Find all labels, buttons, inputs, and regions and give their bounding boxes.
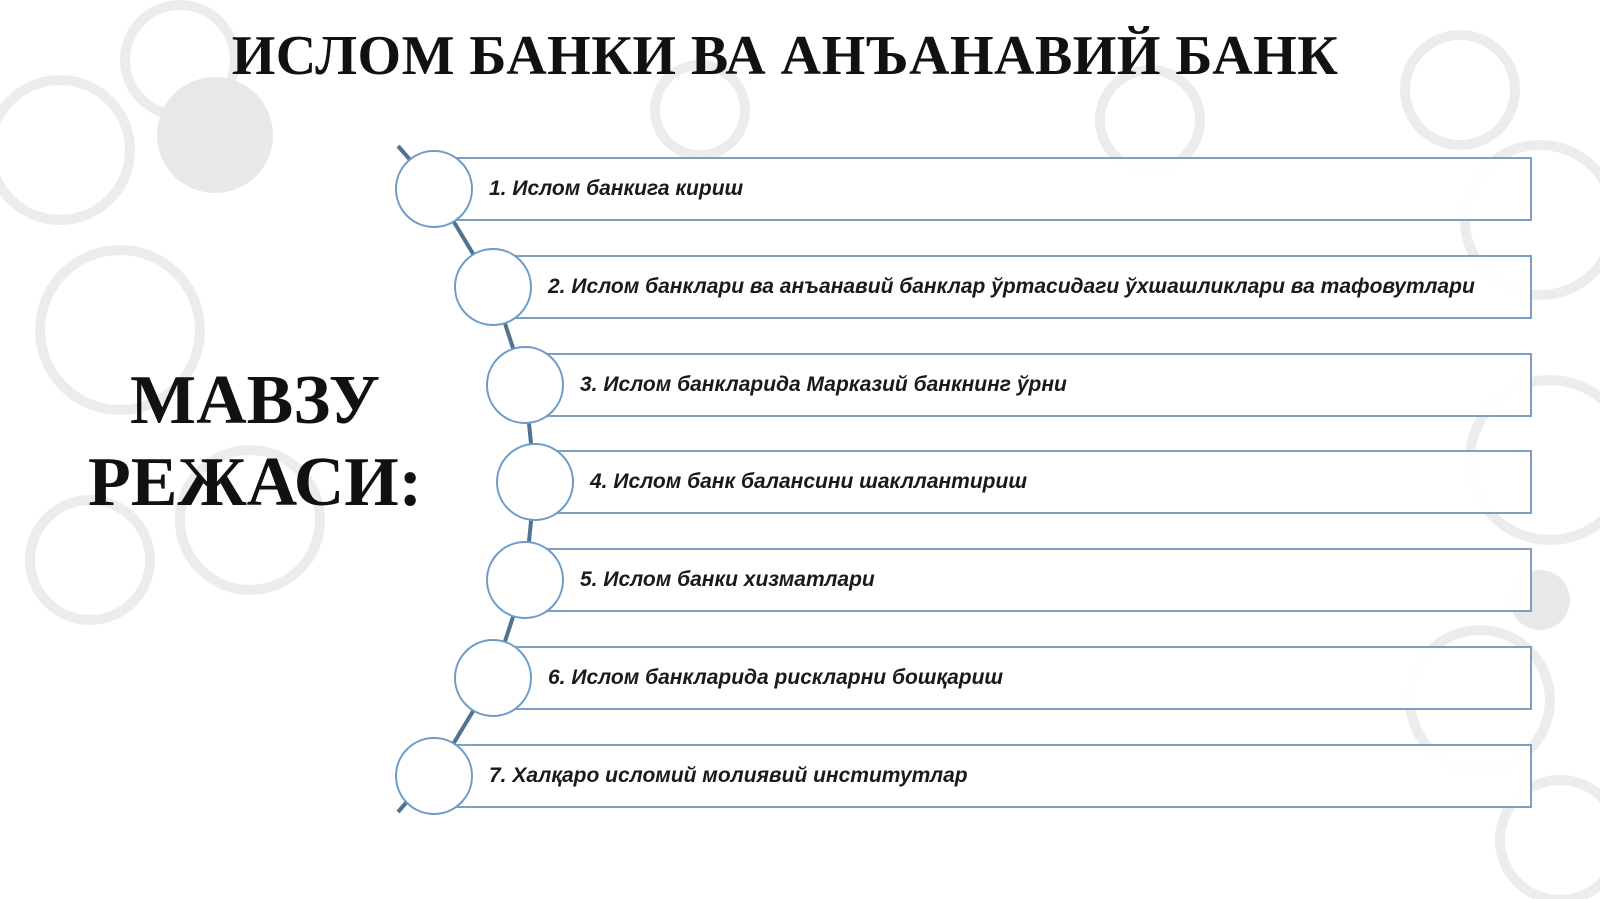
plan-item-6-box [493,646,1532,710]
plan-item-5-marker [486,541,564,619]
plan-item-5-box [525,548,1532,612]
topic-plan-line-2: РЕЖАСИ: [87,444,423,521]
plan-item-4-label: 4. Ислом банк балансини шакллантириш [590,470,1028,494]
plan-item-1-marker [395,150,473,228]
page-title: ИСЛОМ БАНКИ ВА АНЪАНАВИЙ БАНК [231,25,1339,87]
plan-item-4-box [535,450,1532,514]
plan-item-3-marker [486,346,564,424]
plan-item-7-marker [395,737,473,815]
plan-item-2-marker [454,248,532,326]
plan-item-6-marker [454,639,532,717]
plan-item-7-box [434,744,1532,808]
plan-item-1-label: 1. Ислом банкига кириш [489,177,744,200]
plan-item-2-label: 2. Ислом банклари ва анъанавий банклар ўртасидаги ўхшашликлари ва тафовутлари [548,274,1475,298]
plan-item-6-label: 6. Ислом банкларида рискларни бошқариш [548,666,1004,689]
topic-plan-line-1: МАВЗУ [130,362,380,439]
plan-item-2-box [493,255,1532,319]
plan-item-3-box [525,353,1532,417]
plan-item-5-label: 5. Ислом банки хизматлари [580,568,875,592]
plan-item-7-label: 7. Халқаро исломий молиявий институтлар [489,763,968,787]
plan-item-3-label: 3. Ислом банкларида Марказий банкнинг ўрни [580,372,1067,396]
plan-item-1-box [434,157,1532,221]
plan-item-4-marker [496,443,574,521]
